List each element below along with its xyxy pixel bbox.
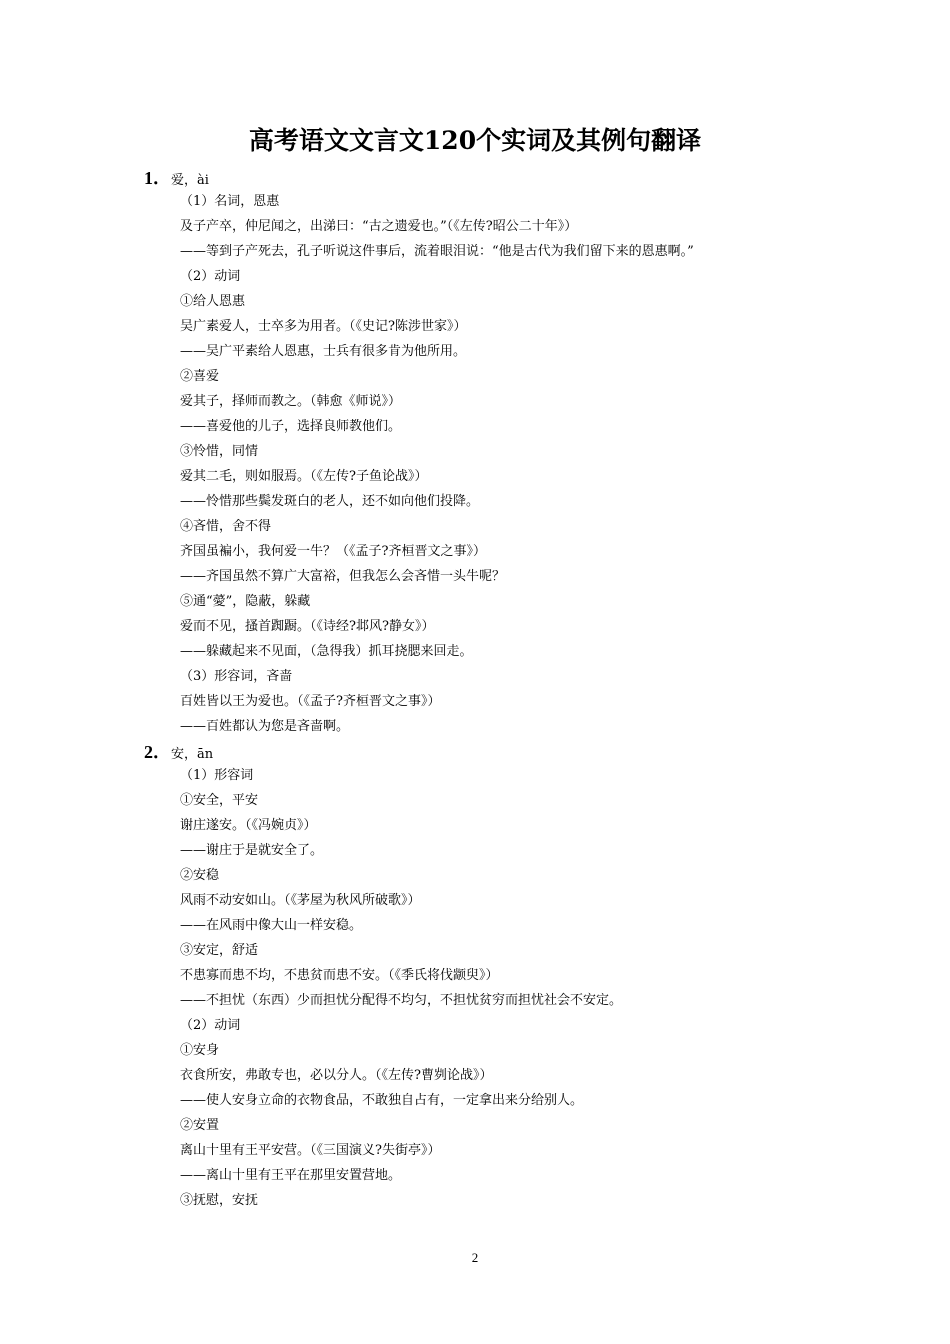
entry-line: 吴广素爱人，士卒多为用者。（《史记?陈涉世家》） (180, 319, 467, 334)
entry-line: ——喜爱他的儿子，选择良师教他们。 (180, 419, 402, 434)
entry-line: ③安定，舒适 (180, 943, 259, 958)
entry-heading (144, 742, 213, 765)
entry-line: ②安置 (180, 1118, 220, 1133)
entry-line: ——怜惜那些鬓发斑白的老人，还不如向他们投降。 (180, 494, 480, 509)
entry-line: ①给人恩惠 (180, 294, 246, 309)
entry-number: 1． (144, 168, 171, 188)
entry-line: ⑤通“薆”，隐蔽，躲藏 (180, 594, 311, 609)
entry-line: 衣食所安，弗敢专也，必以分人。（《左传?曹刿论战》） (180, 1068, 493, 1083)
entry-line: ——离山十里有王平在那里安置营地。 (180, 1168, 402, 1183)
entry-line: ——躲藏起来不见面，（急得我）抓耳挠腮来回走。 (180, 644, 473, 659)
entry-number: 2． (144, 742, 171, 762)
entry-line: ④吝惜，舍不得 (180, 519, 272, 534)
entry-line: ——不担忧（东西）少而担忧分配得不均匀，不担忧贫穷而担忧社会不安定。 (180, 993, 623, 1008)
entry-line: 谢庄遂安。（《冯婉贞》） (180, 818, 317, 833)
entry-line: （2）动词 (180, 1018, 241, 1033)
entry-line: （1）名词，恩惠 (180, 194, 280, 209)
entry-line: ——等到子产死去，孔子听说这件事后，流着眼泪说：“他是古代为我们留下来的恩惠啊。” (180, 244, 694, 259)
entry-line: （2）动词 (180, 269, 241, 284)
entry-heading (144, 168, 209, 191)
entry-line: 爱其子，择师而教之。（韩愈《师说》） (180, 394, 402, 409)
entry-line: 爱而不见，搔首踟蹰。（《诗经?邶风?静女》） (180, 619, 435, 634)
entry-line: （1）形容词 (180, 768, 254, 783)
entry-line: ——在风雨中像大山一样安稳。 (180, 918, 363, 933)
entry-line: ——百姓都认为您是吝啬啊。 (180, 719, 350, 734)
entry-line: ——谢庄于是就安全了。 (180, 843, 324, 858)
entry-headword: 安，ān (171, 747, 214, 762)
entry-line: ——吴广平素给人恩惠，士兵有很多肯为他所用。 (180, 344, 467, 359)
entry-headword: 爱，ài (171, 173, 209, 188)
document-title: 高考语文文言文120个实词及其例句翻译 (248, 126, 702, 155)
entry-line: ——使人安身立命的衣物食品，不敢独自占有，一定拿出来分给别人。 (180, 1093, 584, 1108)
entry-line: 不患寡而患不均，不患贫而患不安。（《季氏将伐颛臾》） (180, 968, 499, 983)
entry-line: ②喜爱 (180, 369, 220, 384)
entry-line: 齐国虽褊小，我何爱一牛？（《孟子?齐桓晋文之事》） (180, 544, 486, 559)
entry-line: 及子产卒，仲尼闻之，出涕曰：“古之遗爱也。”（《左传?昭公二十年》） (180, 219, 578, 234)
page-number: 2 (471, 1250, 479, 1265)
entry-line: 爱其二毛，则如服焉。（《左传?子鱼论战》） (180, 469, 428, 484)
entry-line: ②安稳 (180, 868, 220, 883)
entry-line: （3）形容词，吝啬 (180, 669, 293, 684)
entry-line: 离山十里有王平安营。（《三国演义?失街亭》） (180, 1143, 441, 1158)
entry-line: 风雨不动安如山。（《茅屋为秋风所破歌》） (180, 893, 421, 908)
entry-line: 百姓皆以王为爱也。（《孟子?齐桓晋文之事》） (180, 694, 441, 709)
entry-line: ③怜惜，同情 (180, 444, 259, 459)
entry-line: ①安全，平安 (180, 793, 259, 808)
entry-line: ③抚慰，安抚 (180, 1193, 259, 1208)
entry-line: ——齐国虽然不算广大富裕，但我怎么会吝惜一头牛呢？ (180, 569, 506, 584)
entry-line: ①安身 (180, 1043, 220, 1058)
